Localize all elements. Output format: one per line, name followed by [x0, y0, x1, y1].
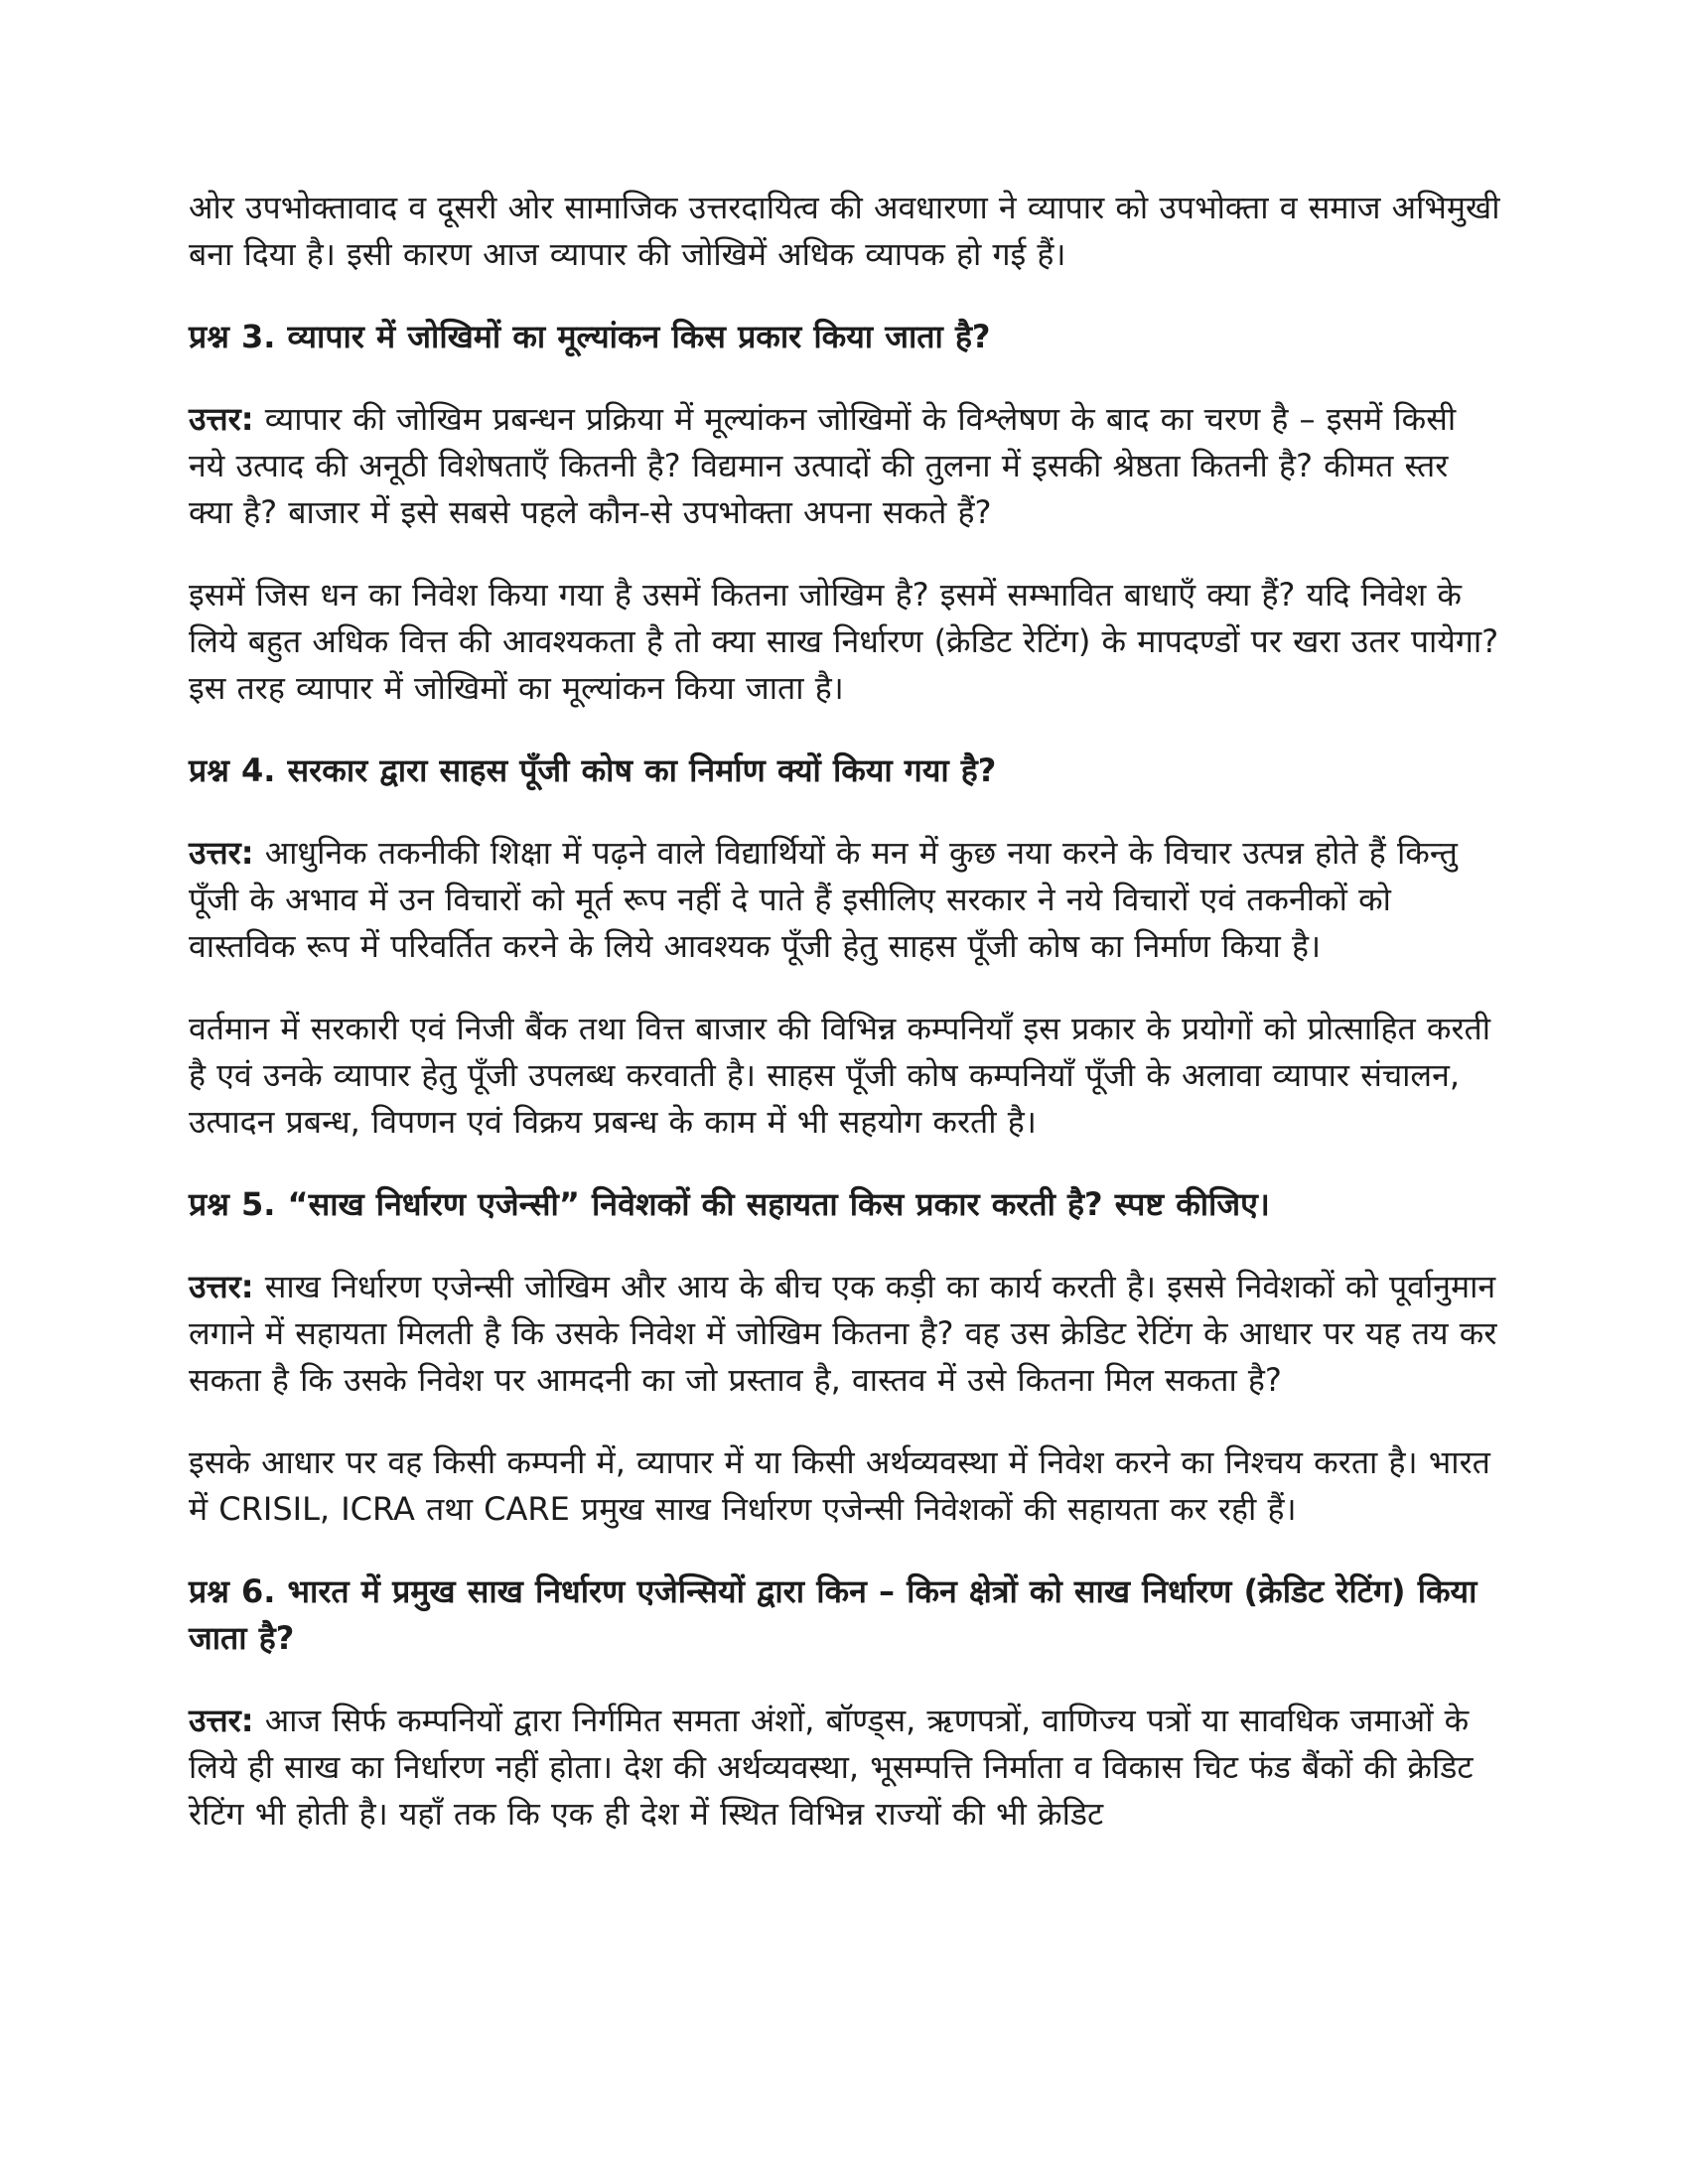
question-3-heading: प्रश्न 3. व्यापार में जोखिमों का मूल्यांकन किस प्रकार किया जाता है?	[189, 318, 991, 355]
answer-5-text: साख निर्धारण एजेन्सी जोखिम और आय के बीच एक कड़ी का कार्य करती है। इससे निवेशकों को पूर्वानुमान लगाने में सहायता मिलती है कि उसके निवेश में जोखिम कितना है? वह उस क्रेडिट रेटिंग के आधार पर यह तय कर सकता है कि उसके निवेश पर आमदनी का जो प्रस्ताव है, वास्तव में उसे कितना मिल सकता है?	[189, 1268, 1497, 1399]
intro-paragraph: ओर उपभोक्तावाद व दूसरी ओर सामाजिक उत्तरदायित्व की अवधारणा ने व्यापार को उपभोक्ता व समाज अभिमुखी बना दिया है। इसी कारण आज व्यापार की जोखिमें अधिक व्यापक हो गई हैं।	[189, 189, 1500, 273]
answer-6-label: उत्तर:	[189, 1702, 254, 1739]
answer-3-label: उत्तर:	[189, 400, 254, 438]
question-4-heading: प्रश्न 4. सरकार द्वारा साहस पूँजी कोष का निर्माण क्यों किया गया है?	[189, 751, 997, 789]
answer-5-label: उत्तर:	[189, 1268, 254, 1305]
document-content	[189, 185, 1501, 1873]
answer-4-paragraph-1	[189, 830, 1501, 970]
answer-4-label: उत्तर:	[189, 834, 254, 872]
answer-6-text: आज सिर्फ कम्पनियों द्वारा निर्गमित समता अंशों, बॉण्ड्स, ऋणपत्रों, वाणिज्य पत्रों या सावधिक जमाओं के लिये ही साख का निर्धारण नहीं होता। देश की अर्थव्यवस्था, भूसम्पत्ति निर्माता व विकास चिट फंड बैंकों की क्रेडिट रेटिंग भी होती है। यहाँ तक कि एक ही देश में स्थित विभिन्न राज्यों की भी क्रेडिट	[189, 1702, 1474, 1833]
answer-3-paragraph-2: इसमें जिस धन का निवेश किया गया है उसमें कितना जोखिम है? इसमें सम्भावित बाधाएँ क्या हैं? यदि निवेश के लिये बहुत अधिक वित्त की आवश्यकता है तो क्या साख निर्धारण (क्रेडिट रेटिंग) के मापदण्डों पर खरा उतर पायेगा? इस तरह व्यापार में जोखिमों का मूल्यांकन किया जाता है।	[189, 576, 1499, 707]
answer-4-paragraph-2: वर्तमान में सरकारी एवं निजी बैंक तथा वित्त बाजार की विभिन्न कम्पनियाँ इस प्रकार के प्रयोगों को प्रोत्साहित करती है एवं उनके व्यापार हेतु पूँजी उपलब्ध करवाती है। साहस पूँजी कोष कम्पनियाँ पूँजी के अलावा व्यापार संचालन, उत्पादन प्रबन्ध, विपणन एवं विक्रय प्रबन्ध के काम में भी सहयोग करती है।	[189, 1010, 1491, 1141]
question-5-heading: प्रश्न 5. “साख निर्धारण एजेन्सी” निवेशकों की सहायता किस प्रकार करती है? स्पष्ट कीजिए।	[189, 1185, 1270, 1223]
answer-5-paragraph-2: इसके आधार पर वह किसी कम्पनी में, व्यापार में या किसी अर्थव्यवस्था में निवेश करने का निश्चय करता है। भारत में CRISIL, ICRA तथा CARE प्रमुख साख निर्धारण एजेन्सी निवेशकों की सहायता कर रही हैं।	[189, 1443, 1490, 1528]
answer-4-text: आधुनिक तकनीकी शिक्षा में पढ़ने वाले विद्यार्थियों के मन में कुछ नया करने के विचार उत्पन्न होते हैं किन्तु पूँजी के अभाव में उन विचारों को मूर्त रूप नहीं दे पाते हैं इसीलिए सरकार ने नये विचारों एवं तकनीकों को वास्तविक रूप में परिवर्तित करने के लिये आवश्यक पूँजी हेतु साहस पूँजी कोष का निर्माण किया है।	[189, 834, 1458, 965]
answer-3-paragraph-1	[189, 396, 1501, 536]
answer-5-paragraph-1	[189, 1264, 1501, 1404]
answer-3-text: व्यापार की जोखिम प्रबन्धन प्रक्रिया में मूल्यांकन जोखिमों के विश्लेषण के बाद का चरण है – इसमें किसी नये उत्पाद की अनूठी विशेषताएँ कितनी है? विद्यमान उत्पादों की तुलना में इसकी श्रेष्ठता कितनी है? कीमत स्तर क्या है? बाजार में इसे सबसे पहले कौन-से उपभोक्ता अपना सकते हैं?	[189, 400, 1457, 531]
answer-6-paragraph	[189, 1698, 1501, 1838]
question-6-heading: प्रश्न 6. भारत में प्रमुख साख निर्धारण एजेन्सियों द्वारा किन – किन क्षेत्रों को साख निर्धारण (क्रेडिट रेटिंग) किया जाता है?	[189, 1572, 1477, 1657]
